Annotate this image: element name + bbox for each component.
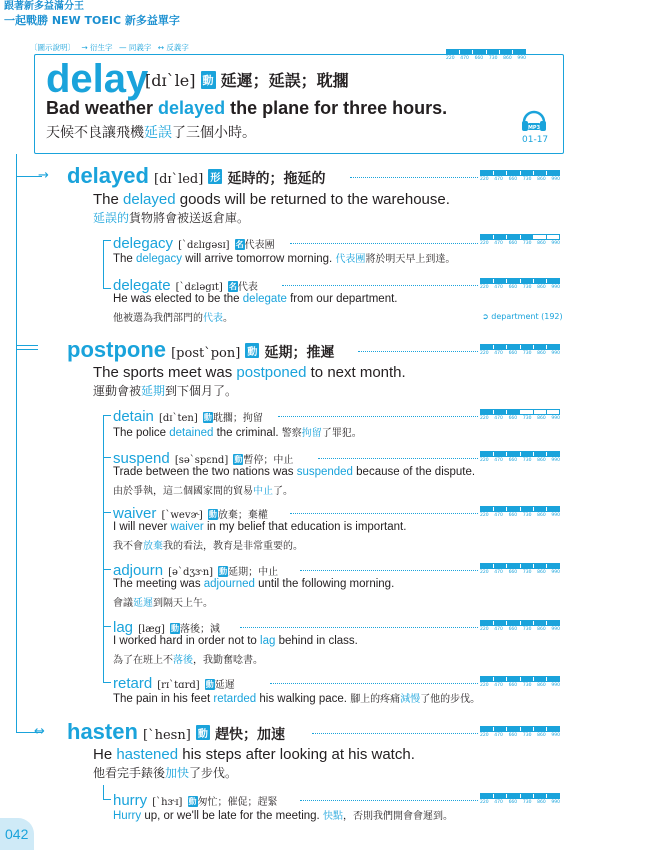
entry-hurry: hurry [ˋhɝɪ] 動匆忙；催促；趕緊	[113, 792, 278, 809]
level-ticks	[480, 241, 560, 246]
level-bar-segment	[521, 507, 534, 511]
level-bar	[480, 793, 560, 799]
level-bar-segment	[521, 345, 534, 349]
level-bar-segment	[534, 452, 547, 456]
leader-retard	[270, 683, 478, 684]
level-bar-segment	[534, 279, 547, 283]
level-bar-segment	[547, 235, 559, 239]
level-bar-segment	[547, 564, 559, 568]
entry-lag: lag [læg] 動落後；減	[113, 619, 221, 636]
translation-suspend: 由於爭執，這二個國家間的貿易中止了。	[113, 486, 293, 497]
level-bar-segment	[481, 727, 494, 731]
sub-tick	[103, 457, 111, 458]
level-bar-segment	[494, 727, 507, 731]
sub-connector-delay-1	[103, 240, 104, 288]
level-bar-segment	[534, 727, 547, 731]
sub-tick	[103, 682, 111, 683]
level-bar-segment	[507, 345, 520, 349]
level-bar	[480, 278, 560, 284]
level-bar-segment	[547, 727, 559, 731]
level-bar-segment	[481, 677, 494, 681]
translation-adjourn: 會議延遲到隔天上午。	[113, 598, 213, 609]
sub-tick	[103, 240, 111, 241]
level-bar-segment	[507, 794, 520, 798]
level-bar	[480, 563, 560, 569]
level-bar-segment	[481, 621, 494, 625]
level-bar-segment	[547, 279, 559, 283]
level-tick-label: 220	[480, 177, 489, 182]
level-tick-label: 220	[480, 458, 489, 463]
translation-hasten: 他看完手錶後加快了步伐。	[93, 766, 238, 780]
level-bar-segment	[521, 564, 534, 568]
antonym-arrow-icon: ↔	[34, 724, 45, 739]
level-tick-label: 220	[480, 351, 489, 356]
level-tick-label: 730	[522, 570, 532, 575]
translation-delayed: 延誤的貨物將會被送返倉庫。	[93, 211, 250, 225]
level-tick-label: 730	[522, 241, 532, 246]
level-bar-segment	[507, 235, 520, 239]
entry-adjourn: adjourn [əˋdʒɝn] 動延期；中止	[113, 562, 279, 579]
level-bar-segment	[481, 410, 494, 414]
audio-track-number: 01-17	[522, 135, 549, 145]
leader-adjourn	[300, 570, 478, 571]
level-tick-label: 470	[494, 351, 503, 356]
level-bar-segment	[473, 50, 486, 54]
level-tick-label: 470	[460, 56, 469, 61]
level-bar-segment	[494, 235, 507, 239]
level-bar-segment	[481, 345, 494, 349]
level-scale-hurry	[480, 793, 560, 805]
example-hasten: He hastened his steps after looking at his watch.	[93, 746, 415, 763]
level-scale-delegate	[480, 278, 560, 290]
level-tick-label: 860	[503, 56, 512, 61]
level-bar-segment	[521, 279, 534, 283]
level-bar-segment	[534, 794, 547, 798]
level-tick-label: 470	[494, 800, 503, 805]
level-bar-segment	[507, 507, 520, 511]
level-bar	[480, 451, 560, 457]
entry-detain: detain [dɪˋten] 動耽擱；拘留	[113, 408, 263, 425]
level-tick-label: 990	[551, 241, 560, 246]
main-definition: 延遲；延誤；耽擱	[220, 71, 349, 90]
level-bar-segment	[494, 345, 507, 349]
level-tick-label: 730	[522, 513, 532, 518]
level-tick-label: 860	[537, 570, 546, 575]
level-bar	[480, 170, 560, 176]
level-tick-label: 990	[551, 351, 560, 356]
level-ticks	[480, 177, 560, 182]
level-bar-segment	[534, 564, 547, 568]
level-ticks	[480, 683, 560, 688]
level-tick-label: 470	[494, 570, 503, 575]
level-tick-label: 660	[508, 683, 518, 688]
level-tick-label: 470	[494, 513, 503, 518]
level-tick-label: 990	[551, 683, 560, 688]
connector-postpone	[16, 349, 38, 350]
legend-synonym: — 同義字	[118, 43, 152, 52]
translation-delegate: 他被選為我們部門的代表。	[113, 313, 233, 324]
level-tick-label: 660	[508, 285, 518, 290]
derived-arrow-icon: →	[38, 168, 49, 183]
level-scale-main	[446, 49, 526, 61]
page-number-tab	[0, 818, 34, 850]
entry-suspend: suspend [səˋspɛnd] 動暫停；中止	[113, 450, 294, 467]
level-bar-segment	[507, 452, 520, 456]
main-headword: delay	[46, 57, 149, 101]
legend-derived: → 衍生字	[81, 43, 113, 52]
cross-reference-link[interactable]: ➲ department (192)	[482, 312, 563, 321]
level-tick-label: 990	[551, 570, 560, 575]
level-ticks	[480, 416, 560, 421]
level-bar-segment	[494, 507, 507, 511]
level-tick-label: 220	[480, 416, 489, 421]
level-tick-label: 660	[508, 416, 518, 421]
level-tick-label: 660	[474, 56, 484, 61]
level-bar	[480, 620, 560, 626]
book-subtitle: 一起戰勝 NEW TOEIC 新多益單字	[4, 14, 180, 27]
level-scale-detain	[480, 409, 560, 421]
level-tick-label: 220	[446, 56, 455, 61]
level-tick-label: 660	[508, 627, 518, 632]
level-tick-label: 470	[494, 285, 503, 290]
level-bar-segment	[494, 621, 507, 625]
sub-connector-hasten	[103, 785, 104, 799]
level-bar-segment	[547, 345, 559, 349]
level-bar-segment	[507, 279, 520, 283]
leader-delegate	[282, 285, 478, 286]
main-pron-line	[145, 68, 349, 91]
level-bar-segment	[521, 621, 534, 625]
level-tick-label: 470	[494, 733, 503, 738]
entry-postpone: postpone [postˋpon] 動 延期；推遲	[67, 337, 335, 362]
level-tick-label: 860	[537, 285, 546, 290]
level-bar-segment	[547, 794, 559, 798]
level-bar-segment	[534, 345, 547, 349]
level-tick-label: 660	[508, 800, 518, 805]
entry-hasten: hasten [ˋhesn] 動 趕快；加速	[67, 719, 285, 744]
level-scale-lag	[480, 620, 560, 632]
sub-connector-postpone	[103, 415, 104, 682]
main-translation: 天候不良讓飛機延誤了三個小時。	[46, 125, 256, 141]
level-tick-label: 470	[494, 458, 503, 463]
example-hurry: Hurry up, or we'll be late for the meeting. 快點，否則我們開會會遲到。	[113, 810, 453, 822]
example-adjourn: The meeting was adjourned until the following morning.	[113, 578, 395, 590]
level-bar-segment	[447, 50, 460, 54]
leader-delegacy	[290, 243, 478, 244]
example-suspend: Trade between the two nations was suspended because of the dispute.	[113, 466, 476, 478]
level-bar-segment	[534, 235, 547, 239]
main-example-highlight: delayed	[158, 98, 226, 118]
level-bar-segment	[507, 410, 520, 414]
level-bar	[480, 344, 560, 350]
sub-tick	[103, 569, 111, 570]
level-tick-label: 990	[551, 733, 560, 738]
entry-delegate: delegate [ˋdɛləgɪt] 名代表	[113, 277, 258, 294]
level-bar-segment	[494, 677, 507, 681]
level-tick-label: 730	[488, 56, 498, 61]
level-bar-segment	[494, 564, 507, 568]
audio-mp3-label: MP3	[527, 125, 541, 131]
level-bar-segment	[547, 410, 559, 414]
level-tick-label: 660	[508, 351, 518, 356]
level-bar-segment	[521, 794, 534, 798]
leader-hasten	[312, 733, 478, 734]
level-tick-label: 660	[508, 570, 518, 575]
level-bar-segment	[481, 235, 494, 239]
leader-lag	[240, 627, 478, 628]
level-bar-segment	[500, 50, 513, 54]
level-ticks	[480, 733, 560, 738]
level-bar-segment	[513, 50, 525, 54]
level-tick-label: 220	[480, 285, 489, 290]
level-bar	[480, 234, 560, 240]
level-bar-segment	[521, 410, 534, 414]
example-waiver: I will never waiver in my belief that education is important.	[113, 521, 407, 533]
book-series-title: 跟著新多益滿分王	[4, 1, 84, 12]
level-tick-label: 660	[508, 733, 518, 738]
level-tick-label: 220	[480, 627, 489, 632]
level-bar-segment	[534, 507, 547, 511]
entry-retard: retard [rɪˋtɑrd] 動延遲	[113, 675, 235, 692]
level-bar-segment	[534, 410, 547, 414]
level-ticks	[480, 513, 560, 518]
level-ticks	[480, 570, 560, 575]
sub-tick	[103, 288, 111, 289]
entry-waiver: waiver [ˋwevɚ] 動放棄；棄權	[113, 505, 268, 522]
level-tick-label: 730	[522, 800, 532, 805]
translation-waiver: 我不會放棄我的看法，教育是非常重要的。	[113, 541, 303, 552]
level-tick-label: 470	[494, 627, 503, 632]
example-detain: The police detained the criminal. 警察拘留了罪犯。	[113, 427, 362, 439]
level-tick-label: 990	[551, 513, 560, 518]
level-tick-label: 730	[522, 458, 532, 463]
level-bar-segment	[521, 235, 534, 239]
level-tick-label: 860	[537, 513, 546, 518]
level-scale-retard	[480, 676, 560, 688]
level-bar-segment	[507, 727, 520, 731]
example-delegate: He was elected to be the delegate from our department.	[113, 293, 398, 305]
level-tick-label: 470	[494, 177, 503, 182]
level-tick-label: 220	[480, 570, 489, 575]
level-tick-label: 220	[480, 513, 489, 518]
level-bar	[480, 726, 560, 732]
translation-lag: 為了在班上不落後，我勤奮唸書。	[113, 655, 263, 666]
level-tick-label: 860	[537, 733, 546, 738]
level-bar-segment	[534, 677, 547, 681]
level-bar-segment	[547, 677, 559, 681]
level-bar-segment	[494, 171, 507, 175]
level-ticks	[480, 458, 560, 463]
level-bar-segment	[481, 279, 494, 283]
level-ticks	[480, 627, 560, 632]
level-tick-label: 990	[551, 458, 560, 463]
sub-tick	[103, 626, 111, 627]
level-scale-waiver	[480, 506, 560, 518]
level-bar-segment	[487, 50, 500, 54]
level-bar	[480, 409, 560, 415]
level-ticks	[446, 56, 526, 61]
leader-detain	[278, 416, 478, 417]
leader-waiver	[290, 513, 478, 514]
level-tick-label: 990	[551, 416, 560, 421]
audio-headphones-icon[interactable]	[520, 108, 548, 134]
level-ticks	[480, 285, 560, 290]
level-tick-label: 860	[537, 351, 546, 356]
level-bar-segment	[481, 452, 494, 456]
level-tick-label: 990	[551, 177, 560, 182]
level-bar-segment	[494, 452, 507, 456]
level-ticks	[480, 351, 560, 356]
level-bar-segment	[507, 621, 520, 625]
level-scale-adjourn	[480, 563, 560, 575]
level-tick-label: 860	[537, 627, 546, 632]
level-bar-segment	[494, 279, 507, 283]
level-bar-segment	[547, 621, 559, 625]
level-bar-segment	[534, 171, 547, 175]
level-bar	[480, 506, 560, 512]
level-scale-delegacy	[480, 234, 560, 246]
level-bar-segment	[547, 507, 559, 511]
level-bar-segment	[481, 564, 494, 568]
entry-delayed: delayed [dɪˋled] 形 延時的；拖延的	[67, 163, 326, 188]
legend	[30, 42, 193, 53]
level-scale-postpone	[480, 344, 560, 356]
level-bar-segment	[481, 171, 494, 175]
level-bar-segment	[521, 171, 534, 175]
level-tick-label: 990	[517, 56, 526, 61]
level-tick-label: 990	[551, 285, 560, 290]
example-delegacy: The delegacy will arrive tomorrow morning. 代表團將於明天早上到達。	[113, 253, 456, 265]
level-bar	[480, 676, 560, 682]
level-tick-label: 220	[480, 800, 489, 805]
level-scale-delayed	[480, 170, 560, 182]
level-tick-label: 470	[494, 416, 503, 421]
leader-hurry	[300, 800, 478, 801]
level-tick-label: 730	[522, 683, 532, 688]
example-delayed: The delayed goods will be returned to the warehouse.	[93, 191, 450, 208]
level-tick-label: 470	[494, 241, 503, 246]
level-bar-segment	[547, 452, 559, 456]
level-bar-segment	[507, 171, 520, 175]
level-tick-label: 730	[522, 177, 532, 182]
level-bar-segment	[521, 727, 534, 731]
example-postpone: The sports meet was postponed to next month.	[93, 364, 406, 381]
level-tick-label: 220	[480, 733, 489, 738]
level-tick-label: 660	[508, 513, 518, 518]
level-bar-segment	[460, 50, 473, 54]
level-tick-label: 730	[522, 285, 532, 290]
translation-postpone: 運動會被延期到下個月了。	[93, 384, 238, 398]
level-bar-segment	[481, 794, 494, 798]
level-tick-label: 860	[537, 800, 546, 805]
main-pos-badge: 動	[201, 71, 216, 89]
level-tick-label: 470	[494, 683, 503, 688]
level-tick-label: 220	[480, 241, 489, 246]
level-tick-label: 730	[522, 733, 532, 738]
level-tick-label: 730	[522, 351, 532, 356]
level-scale-hasten	[480, 726, 560, 738]
level-bar-segment	[547, 171, 559, 175]
level-tick-label: 990	[551, 800, 560, 805]
level-bar	[446, 49, 526, 55]
level-tick-label: 730	[522, 627, 532, 632]
level-ticks	[480, 800, 560, 805]
level-tick-label: 660	[508, 177, 518, 182]
level-tick-label: 860	[537, 683, 546, 688]
level-tick-label: 990	[551, 627, 560, 632]
sub-tick	[103, 799, 111, 800]
level-bar-segment	[521, 677, 534, 681]
level-tick-label: 860	[537, 458, 546, 463]
level-bar-segment	[521, 452, 534, 456]
entry-delegacy: delegacy [ˋdɛlɪgəsɪ] 名代表團	[113, 235, 275, 252]
leader-postpone	[358, 351, 478, 352]
leader-delayed	[350, 177, 478, 178]
level-bar-segment	[494, 410, 507, 414]
level-tick-label: 860	[537, 177, 546, 182]
level-tick-label: 220	[480, 683, 489, 688]
level-scale-suspend	[480, 451, 560, 463]
sub-tick	[103, 415, 111, 416]
level-tick-label: 860	[537, 241, 546, 246]
level-tick-label: 730	[522, 416, 532, 421]
level-bar-segment	[481, 507, 494, 511]
example-retard: The pain in his feet retarded his walking pace. 腳上的疼痛減慢了他的步伐。	[113, 693, 481, 705]
level-tick-label: 660	[508, 458, 518, 463]
leader-suspend	[318, 458, 478, 459]
main-pronunciation: [dɪˋle]	[145, 71, 196, 90]
level-bar-segment	[507, 677, 520, 681]
legend-label: 〔圖示說明〕	[30, 43, 75, 52]
example-lag: I worked hard in order not to lag behind in class.	[113, 635, 358, 647]
level-bar-segment	[507, 564, 520, 568]
sub-tick	[103, 512, 111, 513]
main-example: Bad weather delayed the plane for three hours.	[46, 98, 448, 118]
level-tick-label: 860	[537, 416, 546, 421]
level-tick-label: 660	[508, 241, 518, 246]
level-bar-segment	[494, 794, 507, 798]
main-connector-line	[16, 154, 17, 732]
synonym-double-line	[16, 345, 38, 346]
legend-antonym: ↔ 反義字	[157, 43, 189, 52]
level-bar-segment	[534, 621, 547, 625]
page-number: 042	[5, 826, 29, 842]
